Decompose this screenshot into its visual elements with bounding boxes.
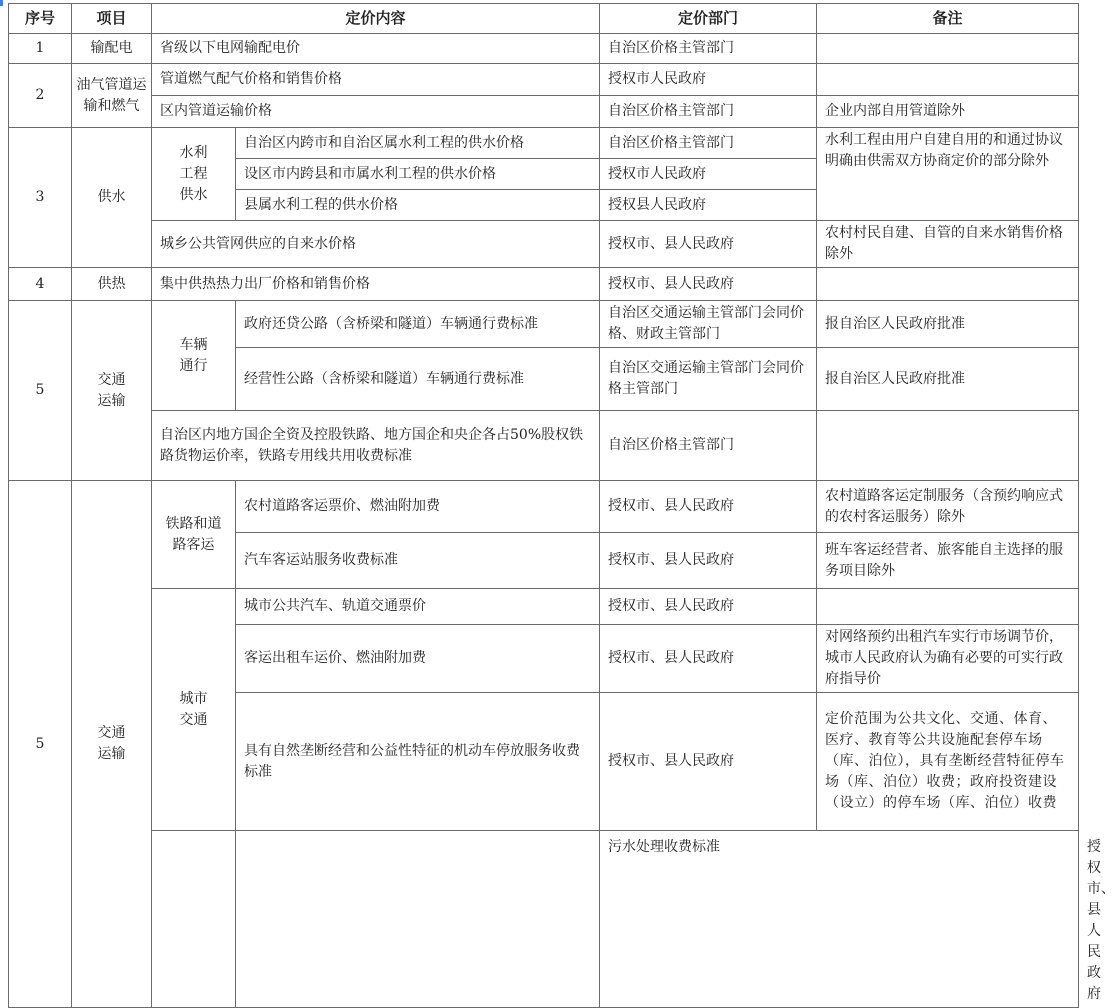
dept-cell: 授权市、县人民政府 bbox=[600, 268, 817, 301]
note-cell bbox=[817, 589, 1079, 625]
item-cell: 交通运输 bbox=[72, 301, 152, 481]
table-row bbox=[9, 34, 1079, 64]
dept-cell: 授权市、县人民政府 bbox=[600, 693, 817, 831]
subcategory-cell: 车辆通行 bbox=[152, 301, 236, 411]
content-cell: 区内管道运输价格 bbox=[152, 96, 600, 128]
header-item: 项目 bbox=[72, 4, 152, 34]
dept-cell: 授权市、县人民政府 bbox=[600, 481, 817, 533]
content-cell: 农村道路客运票价、燃油附加费 bbox=[236, 481, 600, 533]
content-cell: 省级以下电网输配电价 bbox=[152, 34, 600, 64]
item-cell bbox=[236, 831, 600, 1008]
table-row bbox=[9, 301, 1079, 348]
seq-cell: 3 bbox=[9, 128, 72, 268]
content-cell: 经营性公路（含桥梁和隧道）车辆通行费标准 bbox=[236, 348, 600, 411]
seq-cell: 5 bbox=[9, 481, 72, 1008]
content-cell: 自治区内地方国企全资及控股铁路、地方国企和央企各占50%股权铁路货物运价率，铁路专用线共用收费标准 bbox=[152, 411, 600, 481]
note-cell bbox=[817, 34, 1079, 64]
seq-cell: 4 bbox=[9, 268, 72, 301]
note-cell: 企业内部自用管道除外 bbox=[817, 96, 1079, 128]
item-cell: 供热 bbox=[72, 268, 152, 301]
table-row bbox=[9, 411, 1079, 481]
seq-cell bbox=[152, 831, 236, 1008]
header-content: 定价内容 bbox=[152, 4, 600, 34]
content-cell: 污水处理收费标准 bbox=[600, 831, 1079, 1008]
seq-cell: 2 bbox=[9, 64, 72, 128]
dept-cell: 授权市、县人民政府 bbox=[600, 221, 817, 268]
content-cell: 设区市内跨县和市属水利工程的供水价格 bbox=[236, 159, 600, 190]
item-cell: 输配电 bbox=[72, 34, 152, 64]
table-row bbox=[9, 128, 1079, 159]
content-cell: 管道燃气配气价格和销售价格 bbox=[152, 64, 600, 96]
dept-cell: 自治区交通运输主管部门会同价格、财政主管部门 bbox=[600, 301, 817, 348]
subcategory-cell: 铁路和道路客运 bbox=[152, 481, 236, 589]
content-cell: 具有自然垄断经营和公益性特征的机动车停放服务收费标准 bbox=[236, 693, 600, 831]
dept-cell: 自治区价格主管部门 bbox=[600, 128, 817, 159]
seq-cell: 5 bbox=[9, 301, 72, 481]
seq-cell: 1 bbox=[9, 34, 72, 64]
note-cell: 报自治区人民政府批准 bbox=[817, 301, 1079, 348]
table-row bbox=[9, 481, 1079, 533]
note-cell: 农村村民自建、自管的自来水销售价格除外 bbox=[817, 221, 1079, 268]
content-cell: 城乡公共管网供应的自来水价格 bbox=[152, 221, 600, 268]
dept-cell: 自治区价格主管部门 bbox=[600, 34, 817, 64]
header-seq: 序号 bbox=[9, 4, 72, 34]
table-row bbox=[9, 64, 1079, 96]
header-row bbox=[9, 4, 1079, 34]
subcategory-cell: 水利工程供水 bbox=[152, 128, 236, 221]
table-row bbox=[9, 268, 1079, 301]
note-cell: 班车客运经营者、旅客能自主选择的服务项目除外 bbox=[817, 533, 1079, 589]
dept-cell: 授权市人民政府 bbox=[600, 64, 817, 96]
selection-corner-marker bbox=[0, 0, 3, 6]
table-row bbox=[9, 96, 1079, 128]
table-row: 污水处理收费标准 授权市、县人民政府 bbox=[9, 831, 1079, 1008]
dept-cell: 自治区价格主管部门 bbox=[600, 411, 817, 481]
note-cell: 农村道路客运定制服务（含预约响应式的农村客运服务）除外 bbox=[817, 481, 1079, 533]
content-cell: 汽车客运站服务收费标准 bbox=[236, 533, 600, 589]
content-cell: 客运出租车运价、燃油附加费 bbox=[236, 625, 600, 693]
content-cell: 自治区内跨市和自治区属水利工程的供水价格 bbox=[236, 128, 600, 159]
content-cell: 政府还贷公路（含桥梁和隧道）车辆通行费标准 bbox=[236, 301, 600, 348]
dept-cell: 自治区交通运输主管部门会同价格主管部门 bbox=[600, 348, 817, 411]
dept-cell: 授权县人民政府 bbox=[600, 190, 817, 221]
subcategory-cell: 城市交通 bbox=[152, 589, 236, 831]
item-cell: 供水 bbox=[72, 128, 152, 268]
header-dept: 定价部门 bbox=[600, 4, 817, 34]
note-cell bbox=[817, 268, 1079, 301]
table-row bbox=[9, 221, 1079, 268]
note-cell: 对网络预约出租汽车实行市场调节价，城市人民政府认为确有必要的可实行政府指导价 bbox=[817, 625, 1079, 693]
note-cell: 水利工程由用户自建自用的和通过协议明确由供需双方协商定价的部分除外 bbox=[817, 128, 1079, 221]
note-cell: 定价范围为公共文化、交通、体育、医疗、教育等公共设施配套停车场（库、泊位），具有垄断经营特征停车场（库、泊位）收费；政府投资建设（设立）的停车场（库、泊位）收费 bbox=[817, 693, 1079, 831]
content-cell: 集中供热热力出厂价格和销售价格 bbox=[152, 268, 600, 301]
content-cell: 城市公共汽车、轨道交通票价 bbox=[236, 589, 600, 625]
dept-cell: 授权市、县人民政府 bbox=[600, 589, 817, 625]
header-note: 备注 bbox=[817, 4, 1079, 34]
note-cell bbox=[817, 411, 1079, 481]
pricing-catalog-table bbox=[8, 3, 1115, 1008]
note-cell: 报自治区人民政府批准 bbox=[817, 348, 1079, 411]
item-cell: 交通运输 bbox=[72, 481, 152, 1008]
dept-cell: 授权市、县人民政府 bbox=[600, 625, 817, 693]
dept-cell: 授权市人民政府 bbox=[600, 159, 817, 190]
content-cell: 县属水利工程的供水价格 bbox=[236, 190, 600, 221]
note-cell bbox=[817, 64, 1079, 96]
dept-cell: 授权市、县人民政府 bbox=[600, 533, 817, 589]
table-row bbox=[9, 589, 1079, 625]
dept-cell: 自治区价格主管部门 bbox=[600, 96, 817, 128]
item-cell: 油气管道运输和燃气 bbox=[72, 64, 152, 128]
